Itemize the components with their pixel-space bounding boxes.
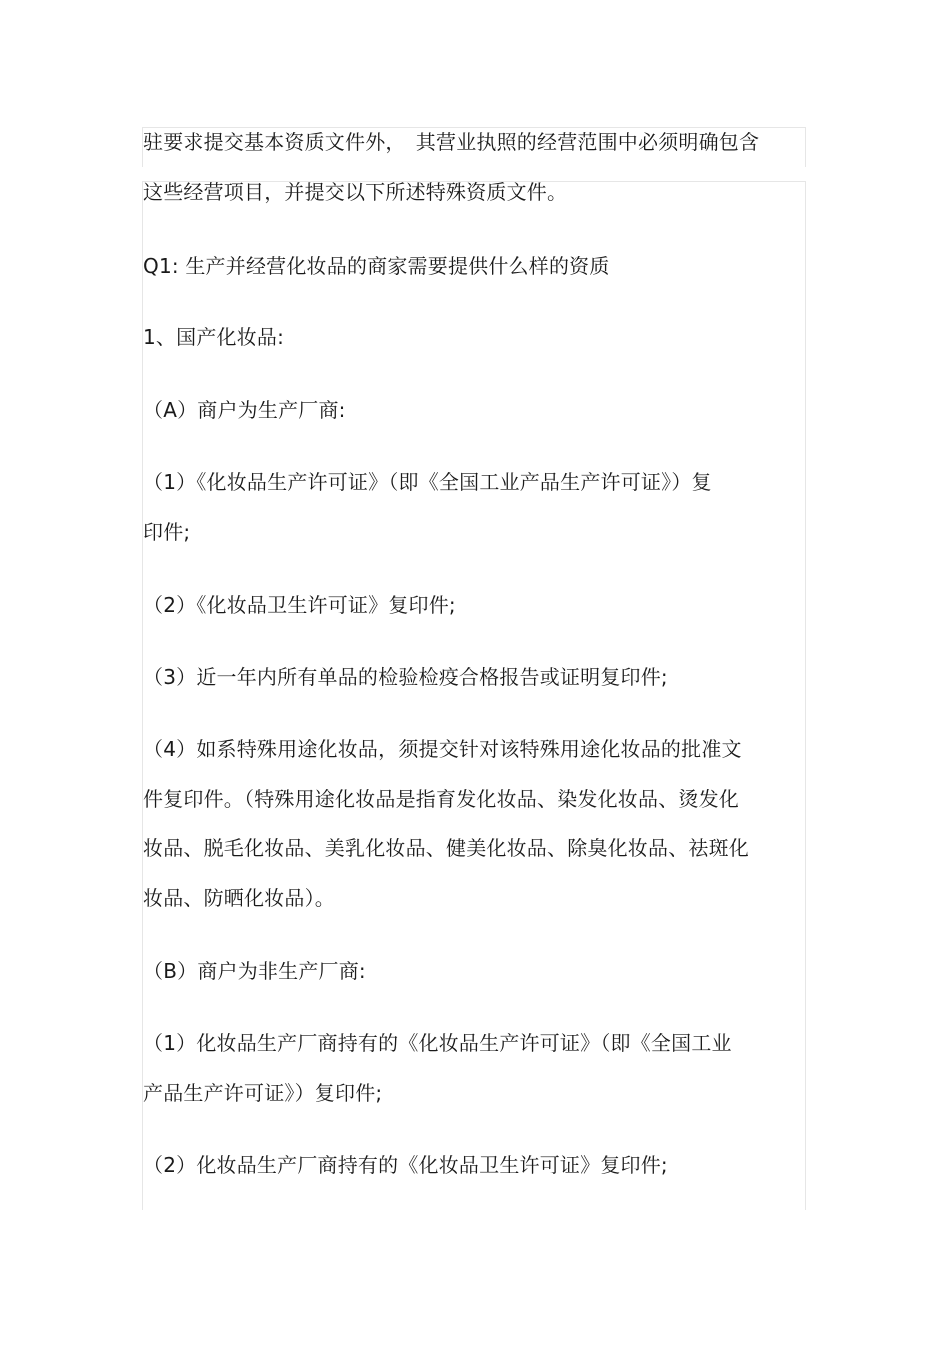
- text-line-1: 驻要求提交基本资质文件外， 其营业执照的经营范围中必须明确包含: [143, 130, 760, 154]
- section-heading-domestic: 1、国产化妆品:: [143, 325, 285, 349]
- subsection-heading-a: （A）商户为生产厂商:: [143, 398, 346, 422]
- list-item-a1-line1: （1）《化妆品生产许可证》（即《全国工业产品生产许可证》）复: [143, 470, 712, 494]
- list-item-a2: （2）《化妆品卫生许可证》复印件;: [143, 593, 456, 617]
- text-line-2: 这些经营项目，并提交以下所述特殊资质文件。: [143, 180, 568, 204]
- list-item-a4-line2: 件复印件。（特殊用途化妆品是指育发化妆品、染发化妆品、烫发化: [143, 787, 739, 811]
- subsection-heading-b: （B）商户为非生产厂商:: [143, 959, 366, 983]
- question-heading: Q1: 生产并经营化妆品的商家需要提供什么样的资质: [143, 254, 610, 278]
- list-item-a1-line2: 印件;: [143, 520, 191, 544]
- list-item-b1-line1: （1）化妆品生产厂商持有的《化妆品生产许可证》（即《全国工业: [143, 1031, 732, 1055]
- list-item-a4-line3: 妆品、脱毛化妆品、美乳化妆品、健美化妆品、除臭化妆品、祛斑化: [143, 836, 749, 860]
- list-item-b2: （2）化妆品生产厂商持有的《化妆品卫生许可证》复印件;: [143, 1153, 668, 1177]
- list-item-b1-line2: 产品生产许可证》）复印件;: [143, 1081, 383, 1105]
- list-item-a4-line4: 妆品、防晒化妆品）。: [143, 886, 335, 910]
- list-item-a4-line1: （4）如系特殊用途化妆品，须提交针对该特殊用途化妆品的批准文: [143, 737, 742, 761]
- list-item-a3: （3）近一年内所有单品的检验检疫合格报告或证明复印件;: [143, 665, 668, 689]
